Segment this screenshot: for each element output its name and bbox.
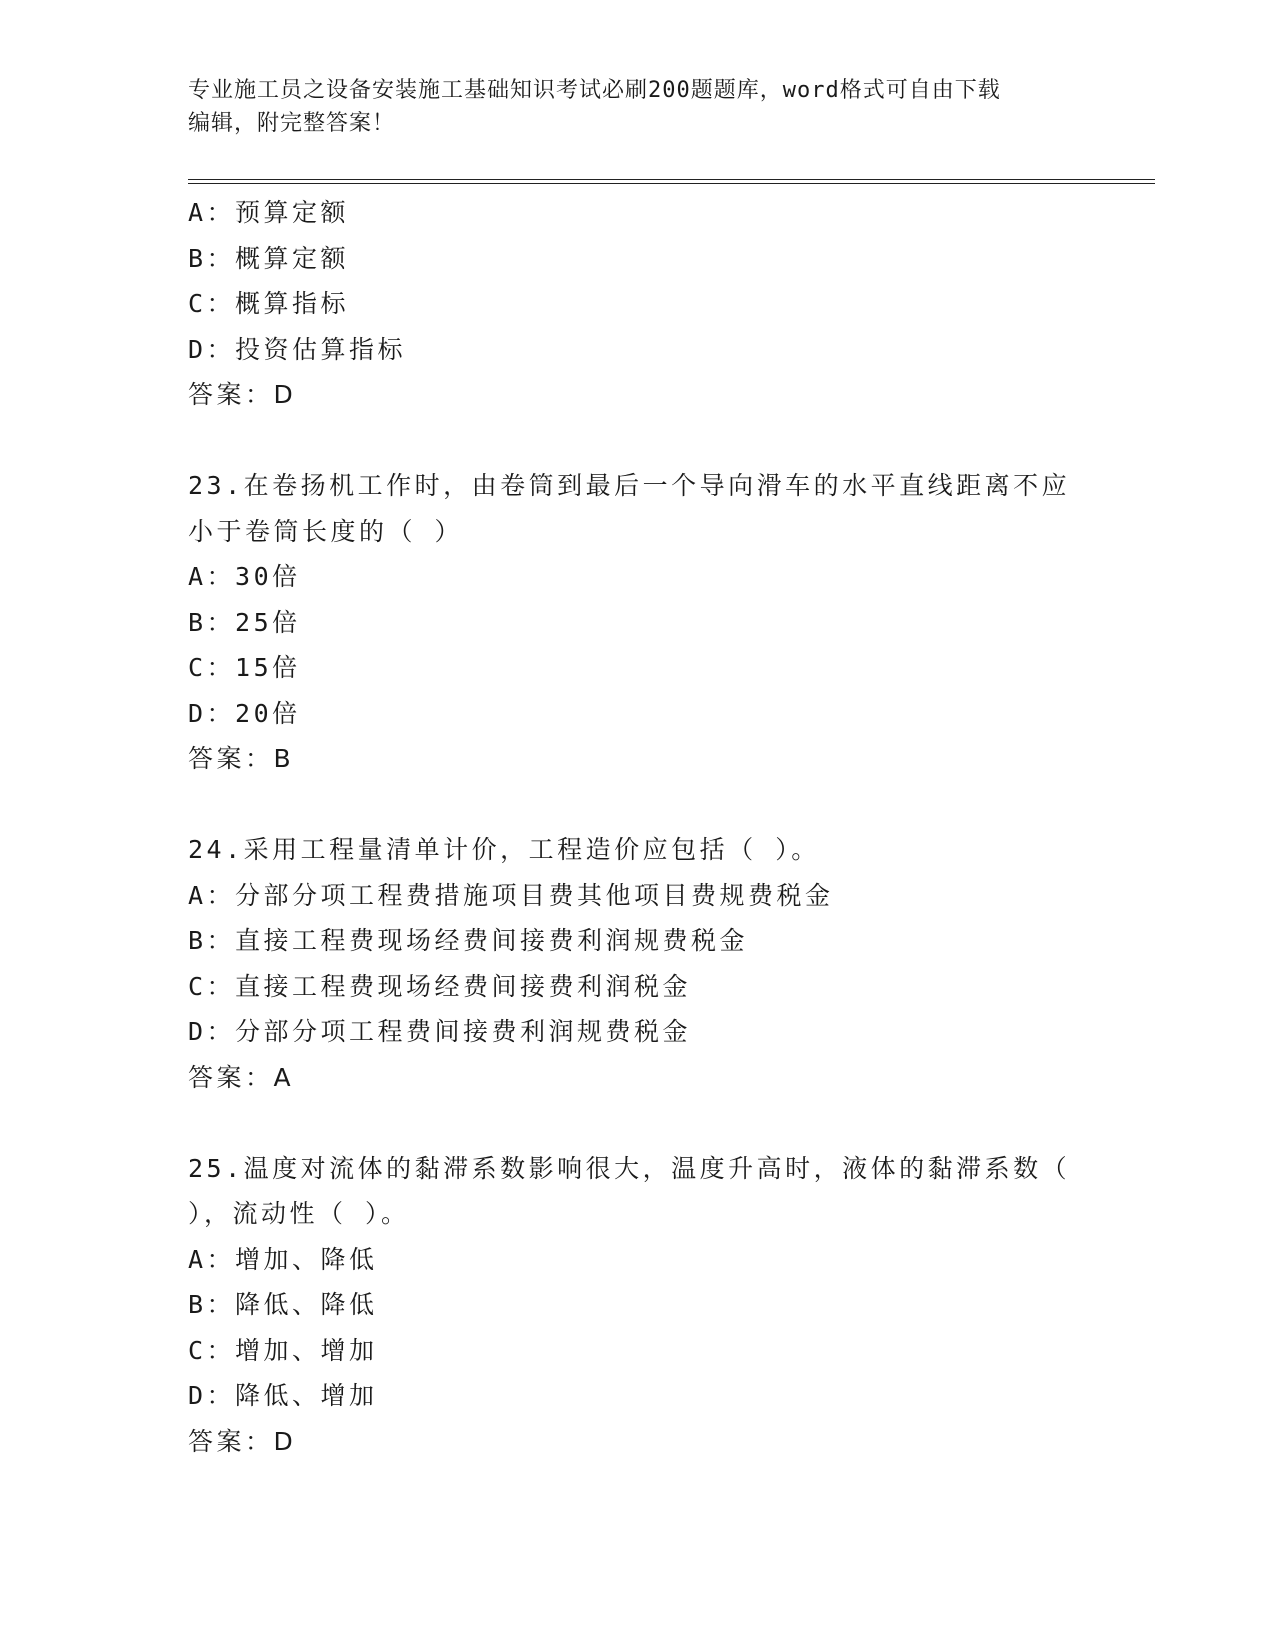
header-divider-bottom [188, 183, 1155, 184]
option-a: A：分部分项工程费措施项目费其他项目费规费税金 [188, 880, 834, 910]
option-c: C：增加、增加 [188, 1335, 378, 1365]
option-d: D：降低、增加 [188, 1381, 378, 1410]
option-d: D：投资估算指标 [188, 334, 407, 364]
question-25 [188, 1146, 1078, 1465]
question-list [188, 190, 1078, 1464]
option-b: B：降低、降低 [188, 1290, 378, 1319]
question-text-line-1: 25.温度对流体的黏滞系数影响很大，温度升高时，液体的黏滞系数（ [188, 1153, 1071, 1183]
option-a: A：增加、降低 [188, 1244, 378, 1274]
question-text-line-2: 小于卷筒长度的（ ） [188, 516, 464, 546]
answer-line: 答案：D [188, 380, 297, 409]
question-23 [188, 463, 1078, 782]
question-24 [188, 827, 1078, 1100]
option-d: D：20倍 [188, 698, 301, 728]
answer-line: 答案：A [188, 1062, 295, 1092]
option-b: B：25倍 [188, 607, 301, 637]
question-text-line-1: 23.在卷扬机工作时，由卷筒到最后一个导向滑车的水平直线距离不应 [188, 471, 1071, 500]
option-b: B：概算定额 [188, 243, 350, 273]
header-title-line-1: 专业施工员之设备安装施工基础知识考试必刷200题题库，word格式可自由下载 [188, 78, 1001, 103]
option-c: C：直接工程费现场经费间接费利润税金 [188, 971, 692, 1001]
header-title-line-2: 编辑，附完整答案！ [188, 111, 396, 136]
answer-line: 答案：B [188, 744, 295, 773]
question-22 [188, 190, 1078, 418]
answer-line: 答案：D [188, 1426, 297, 1456]
option-c: C：15倍 [188, 653, 301, 682]
document-header [188, 74, 1068, 140]
question-text-line-1: 24.采用工程量清单计价，工程造价应包括（ ）。 [188, 835, 820, 864]
header-divider-top [188, 179, 1155, 180]
spacer [188, 418, 1078, 464]
question-text-line-2: ），流动性（ ）。 [188, 1199, 410, 1228]
option-d: D：分部分项工程费间接费利润规费税金 [188, 1017, 692, 1046]
option-c: C：概算指标 [188, 289, 350, 318]
spacer [188, 782, 1078, 828]
spacer [188, 1100, 1078, 1146]
option-a: A：预算定额 [188, 198, 350, 227]
option-b: B：直接工程费现场经费间接费利润规费税金 [188, 926, 749, 955]
option-a: A：30倍 [188, 562, 301, 591]
